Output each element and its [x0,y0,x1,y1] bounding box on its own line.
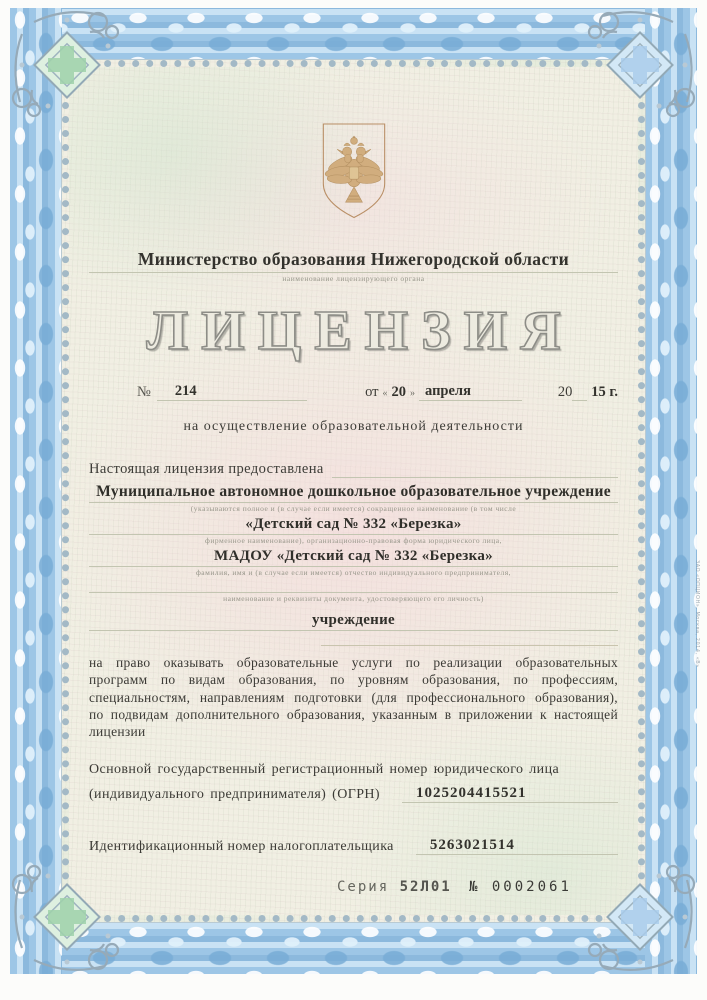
authority-name: Министерство образования Нижегородской области [137,249,570,269]
authority-heading-row [89,249,618,273]
license-subtitle: на осуществление образовательной деятельности [183,419,524,434]
date-close-quote: » [410,388,416,399]
form-row-caption: наименование и реквизиты документа, удостоверяющего его личность) [223,594,484,603]
form-row [89,483,618,503]
licensee-org-type: учреждение [311,612,396,628]
date-year-prefix: 20 [557,384,573,400]
license-number-row [89,383,618,401]
date-prefix: от [365,384,379,400]
licensee-short-name: «Детский сад № 332 «Березка» [245,516,462,532]
certificate-sheet [62,60,645,922]
series-row [69,879,638,901]
ogrn-block [89,762,618,803]
series-label: Серия [337,879,390,895]
coat-of-arms-icon [308,115,400,225]
form-row [89,611,618,631]
form-number-field [469,879,572,895]
inn-value: 5263021514 [416,837,618,855]
authority-caption: наименование лицензирующего органа [282,274,425,283]
corner-ornament-icon [577,2,703,128]
form-row-caption: фирменное наименование), организационно-правовая форма юридического лица, [205,536,502,545]
licensee-abbreviation: МАДОУ «Детский сад № 332 «Березка» [214,548,493,564]
form-row-caption: (указываются полное и (в случае если имеется) сокращенное наименование (в том числе [190,504,517,513]
date-month: апреля [419,383,522,401]
form-row [89,515,618,535]
inn-label: Идентификационный номер налогоплательщика [89,839,394,855]
grant-rule [332,477,618,478]
grant-row [89,461,618,478]
corner-ornament-icon [4,2,130,128]
series-field [337,879,452,895]
form-row-empty [89,577,618,593]
partial-rule [321,645,618,646]
printer-imprint-microtext: ЗАО «ОПЦИОН», Москва, 2014, «В» [694,560,700,668]
license-title: ЛИЦЕНЗИЯ [146,300,574,362]
license-number-label: № [137,384,151,400]
date-open-quote: « [382,388,388,399]
form-row [89,547,618,567]
ogrn-line1: Основной государственный регистрационный номер юридического лица [89,762,560,778]
border-band-left [10,8,62,974]
date-day: 20 [391,384,407,400]
license-number-value: 214 [157,383,307,401]
corner-ornament-icon [4,854,130,980]
grant-label: Настоящая лицензия предоставлена [89,461,324,477]
form-number-value: 0002061 [491,879,572,895]
scope-paragraph: на право оказывать образовательные услуги по реализации образовательных программ по видам образования, по уровням образования, по профессиям, специальностям, направлениям подготовки (для профессионального образования), по подвидам дополнительного образования, указанным в приложении к настоящей лицензии [89,655,618,740]
ogrn-value: 1025204415521 [402,785,618,803]
border-band-right [645,8,697,974]
form-number-label: № [469,879,481,895]
date-year-suffix: 15 г. [591,384,618,400]
ogrn-label: (индивидуального предпринимателя) (ОГРН) [89,787,380,803]
ogrn-line2 [89,785,618,803]
inn-block [89,837,618,855]
form-row-caption: фамилия, имя и (в случае если имеется) отчество индивидуального предпринимателя, [195,568,512,577]
licensee-full-name: Муниципальное автономное дошкольное образовательное учреждение [96,483,611,500]
series-value: 52Л01 [399,879,452,895]
certificate-content [69,67,638,915]
corner-ornament-icon [577,854,703,980]
